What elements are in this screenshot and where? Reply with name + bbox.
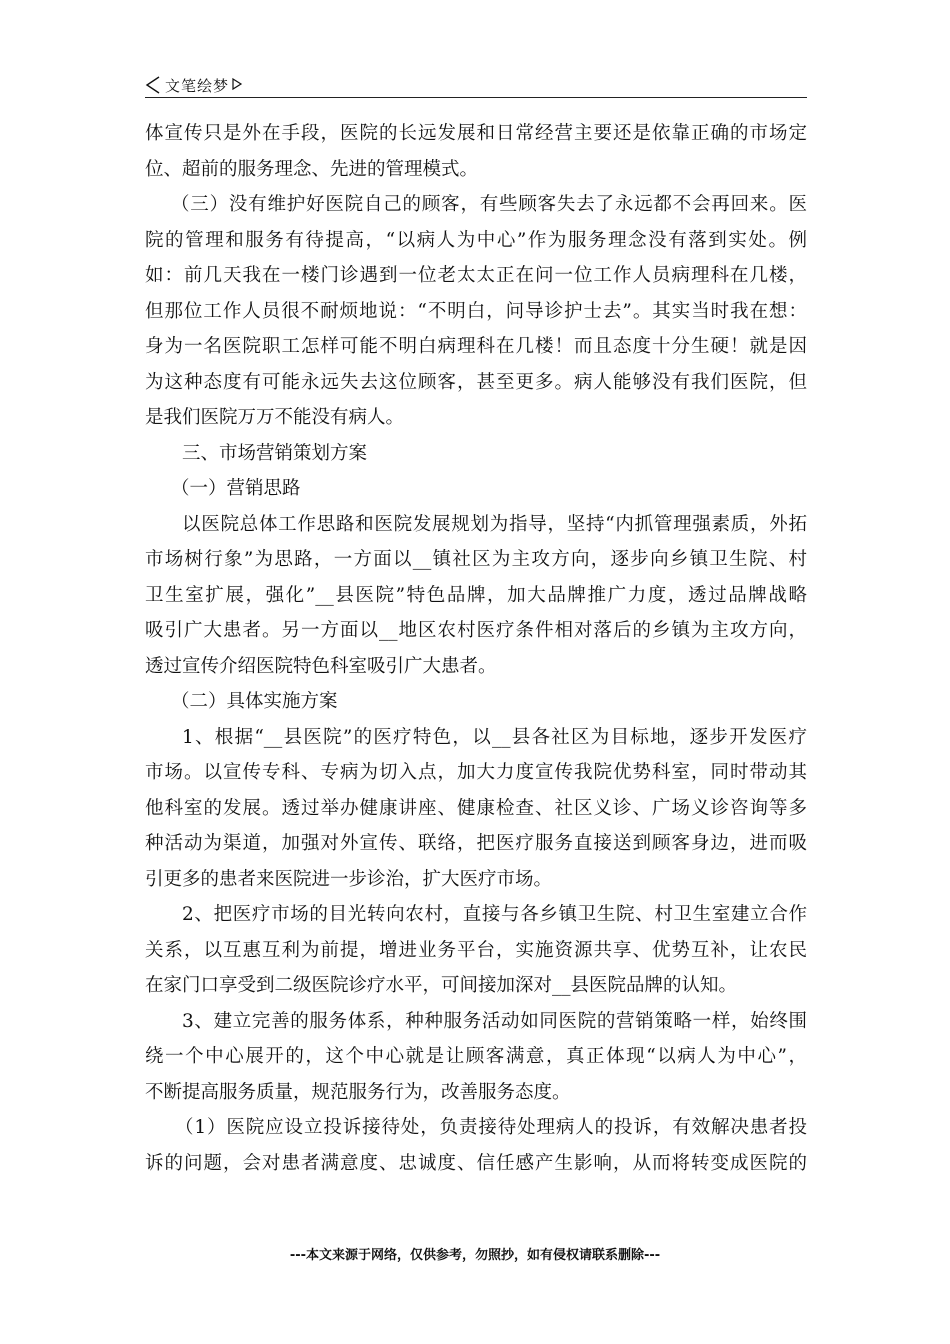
text-line: 以医院总体工作思路和医院发展规划为指导，坚持“内抓管理强素质，外拓	[182, 513, 807, 535]
text-line: 三、市场营销策划方案	[182, 442, 368, 464]
text-line: 3、建立完善的服务体系，种种服务活动如同医院的营销策略一样，始终围	[182, 1010, 807, 1032]
text-line: 不断提高服务质量，规范服务行为，改善服务态度。	[145, 1081, 571, 1103]
text-line: （1）医院应设立投诉接待处，负责接待处理病人的投诉，有效解决患者投	[175, 1117, 807, 1138]
text-line: 院的管理和服务有待提高，“以病人为中心”作为服务理念没有落到实处。例	[145, 229, 807, 251]
left-triangle-icon	[145, 76, 161, 94]
text-line: 种活动为渠道，加强对外宣传、联络，把医疗服务直接送到顾客身边，进而吸	[145, 833, 807, 854]
text-line: 绕一个中心展开的，这个中心就是让顾客满意，真正体现“以病人为中心”，	[145, 1046, 807, 1067]
text-line: 身为一名医院职工怎样可能不明白病理科在几楼！而且态度十分生硬！就是因	[145, 336, 807, 357]
text-line: 体宣传只是外在手段，医院的长远发展和日常经营主要还是依靠正确的市场定	[145, 123, 807, 144]
text-line: （一）营销思路	[171, 478, 301, 499]
text-line: 如：前几天我在一楼门诊遇到一位老太太正在问一位工作人员病理科在几楼，	[145, 265, 807, 286]
text-line: 吸引广大患者。另一方面以__地区农村医疗条件相对落后的乡镇为主攻方向，	[145, 620, 807, 641]
text-line: 为这种态度有可能永远失去这位顾客，甚至更多。病人能够没有我们医院，但	[145, 371, 807, 393]
text-line: 市场。以宣传专科、专病为切入点，加大力度宣传我院优势科室，同时带动其	[145, 762, 807, 783]
text-line: 他科室的发展。透过举办健康讲座、健康检查、社区义诊、广场义诊咨询等多	[145, 797, 807, 819]
text-line: 在家门口享受到二级医院诊疗水平，可间接加深对__县医院品牌的认知。	[145, 975, 738, 996]
text-line: 卫生室扩展，强化”__县医院”特色品牌，加大品牌推广力度，透过品牌战略	[145, 584, 807, 606]
document-body	[145, 116, 807, 1181]
text-line: 1、根据“__县医院”的医疗特色，以__县各社区为目标地，逐步开发医疗	[182, 726, 807, 748]
header-rule	[145, 97, 807, 98]
header-brand: 文笔绘梦	[165, 77, 230, 95]
text-line: （三）没有维护好医院自己的顾客，有些顾客失去了永远都不会再回来。医	[171, 194, 807, 215]
text-line: 是我们医院万万不能没有病人。	[145, 407, 405, 428]
text-line: 2、把医疗市场的目光转向农村，直接与各乡镇卫生院、村卫生室建立合作	[182, 904, 807, 925]
text-line: 关系，以互惠互利为前提，增进业务平台，实施资源共享、优势互补，让农民	[145, 939, 807, 961]
footer-notice: ---本文来源于网络，仅供参考，勿照抄，如有侵权请联系删除---	[289, 1248, 661, 1263]
right-triangle-icon	[231, 77, 243, 91]
page-header	[145, 73, 807, 97]
text-line: 市场树行象”为思路，一方面以__镇社区为主攻方向，逐步向乡镇卫生院、村	[145, 549, 807, 570]
text-line: 透过宣传介绍医院特色科室吸引广大患者。	[145, 655, 497, 677]
text-line: 但那位工作人员很不耐烦地说：“不明白，问导诊护士去”。其实当时我在想：	[145, 300, 807, 322]
text-line: （二）具体实施方案	[171, 691, 338, 712]
text-line: 引更多的患者来医院进一步诊治，扩大医疗市场。	[145, 868, 553, 890]
text-line: 诉的问题，会对患者满意度、忠诚度、信任感产生影响，从而将转变成医院的	[145, 1152, 807, 1174]
text-line: 位、超前的服务理念、先进的管理模式。	[145, 158, 479, 180]
